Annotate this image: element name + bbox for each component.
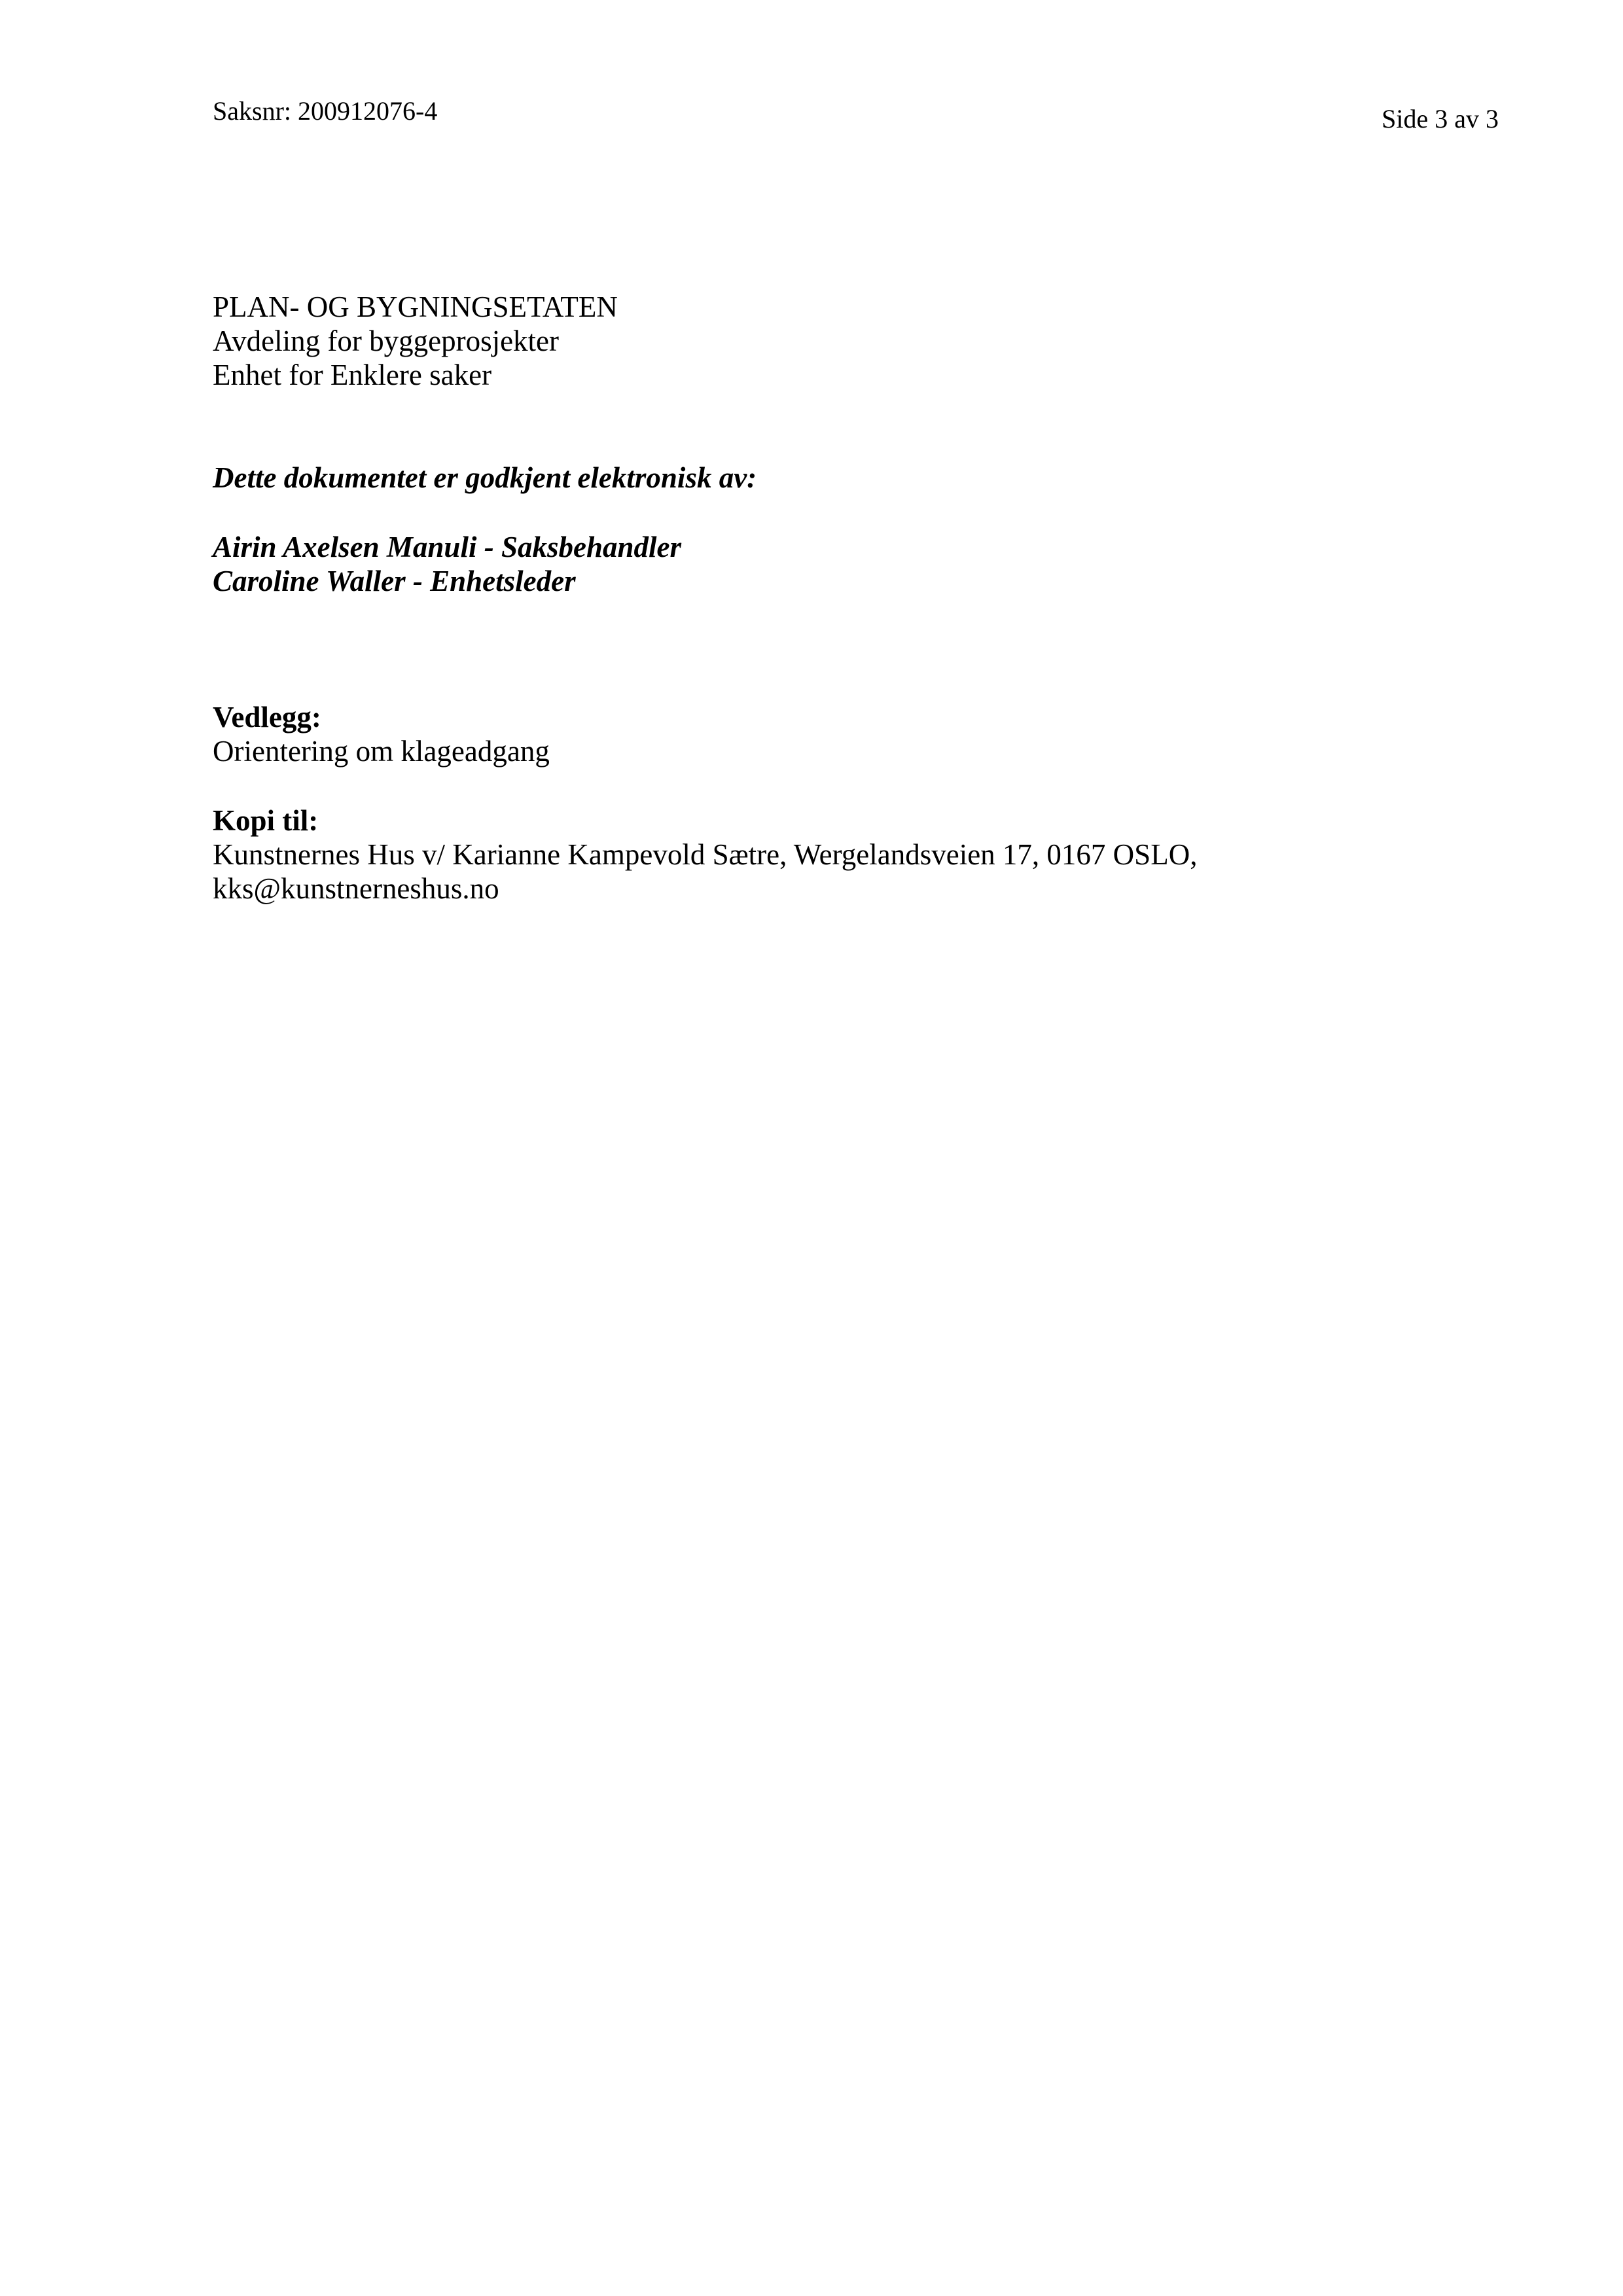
department-name: Avdeling for byggeprosjekter [213,325,560,357]
copy-to-email: kks@kunstnerneshus.no [213,872,499,905]
approval-heading: Dette dokumentet er godkjent elektronisk av: [213,461,757,494]
attachment-item: Orientering om klageadgang [213,735,550,768]
signer-unit-leader: Caroline Waller - Enhetsleder [213,565,576,597]
page-indicator: Side 3 av 3 [1382,104,1499,133]
signer-caseworker: Airin Axelsen Manuli - Saksbehandler [213,531,682,563]
copy-to-address: Kunstnernes Hus v/ Karianne Kampevold Sætre, Wergelandsveien 17, 0167 OSLO, [213,838,1198,871]
unit-name: Enhet for Enklere saker [213,359,492,391]
attachments-section [213,700,550,768]
copy-to-section [213,804,1197,906]
organization-block [213,290,618,392]
signers-list [213,530,681,598]
case-number: Saksnr: 200912076-4 [213,96,438,126]
attachments-heading: Vedlegg: [213,701,321,733]
agency-name: PLAN- OG BYGNINGSETATEN [213,291,618,323]
copy-to-heading: Kopi til: [213,804,319,837]
